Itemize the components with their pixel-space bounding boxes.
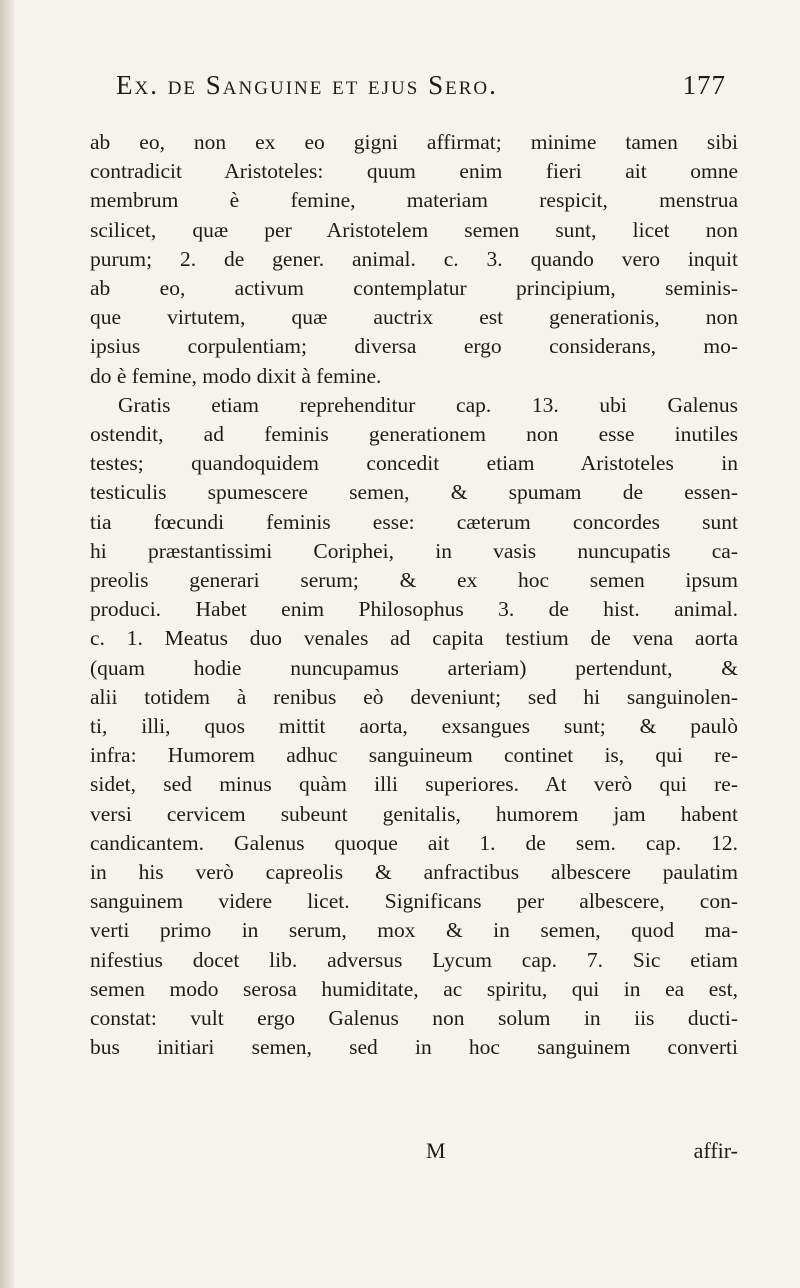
text-line: versi cervicem subeunt genitalis, humorem jam habent	[90, 801, 738, 826]
text-line: sanguinem videre licet. Significans per albescere, con-	[90, 889, 738, 914]
text-line: ab eo, non ex eo gigni affirmat; minime tamen sibi	[90, 130, 738, 154]
body-text	[90, 128, 738, 1163]
text-line: constat: vult ergo Galenus non solum in iis ducti-	[90, 1006, 738, 1031]
catchword: affir-	[693, 1138, 738, 1163]
text-line: ti, illi, quos mittit aorta, exsangues sunt; & paulò	[90, 714, 738, 739]
text-line: membrum è femine, materiam respicit, menstrua	[90, 188, 738, 213]
text-line: nifestius docet lib. adversus Lycum cap. 7. Sic etiam	[90, 947, 738, 972]
text-line: do è femine, modo dixit à femine.	[90, 363, 382, 388]
page-footer	[90, 1136, 738, 1166]
text-line: preolis generari serum; & ex hoc semen ipsum	[90, 568, 738, 593]
text-line: hi præstantissimi Coriphei, in vasis nuncupatis ca-	[90, 538, 738, 563]
text-line: sidet, sed minus quàm illi superiores. At verò qui re-	[90, 772, 738, 797]
text-line: tia fœcundi feminis esse: cæterum concordes sunt	[90, 509, 738, 534]
text-line: ostendit, ad feminis generationem non esse inutiles	[90, 422, 738, 447]
text-line: infra: Humorem adhuc sanguineum continet is, qui re-	[90, 743, 738, 768]
text-line: testes; quandoquidem concedit etiam Aristoteles in	[90, 451, 738, 476]
text-line: testiculis spumescere semen, & spumam de essen-	[90, 480, 738, 505]
text-line: ipsius corpulentiam; diversa ergo considerans, mo-	[90, 334, 738, 359]
text-line: purum; 2. de gener. animal. c. 3. quando vero inquit	[90, 246, 738, 271]
text-line: semen modo serosa humiditate, ac spiritu, qui in ea est,	[90, 976, 738, 1001]
text-line: verti primo in serum, mox & in semen, quod ma-	[90, 918, 738, 943]
text-line: candicantem. Galenus quoque ait 1. de sem. cap. 12.	[90, 830, 738, 855]
signature-mark: M	[426, 1138, 447, 1163]
text-line: in his verò capreolis & anfractibus albescere paulatim	[90, 860, 738, 885]
text-line: Gratis etiam reprehenditur cap. 13. ubi Galenus	[118, 392, 738, 417]
page-gutter	[0, 0, 14, 1288]
text-line: ab eo, activum contemplatur principium, seminis-	[90, 276, 738, 301]
text-line: alii totidem à renibus eò deveniunt; sed hi sanguinolen-	[90, 684, 738, 709]
running-title: Ex. de Sanguine et ejus Sero.	[116, 70, 498, 100]
text-line: produci. Habet enim Philosophus 3. de hist. animal.	[90, 597, 738, 622]
text-line: contradicit Aristoteles: quum enim fieri ait omne	[90, 159, 738, 184]
text-line: bus initiari semen, sed in hoc sanguinem converti	[90, 1035, 738, 1060]
text-line: (quam hodie nuncupamus arteriam) pertendunt, &	[90, 655, 738, 680]
text-line: c. 1. Meatus duo venales ad capita testium de vena aorta	[90, 626, 738, 651]
page-number: 177	[682, 70, 726, 100]
text-line: scilicet, quæ per Aristotelem semen sunt, licet non	[90, 217, 738, 242]
page-header	[116, 70, 726, 110]
text-line: que virtutem, quæ auctrix est generationis, non	[90, 305, 738, 330]
